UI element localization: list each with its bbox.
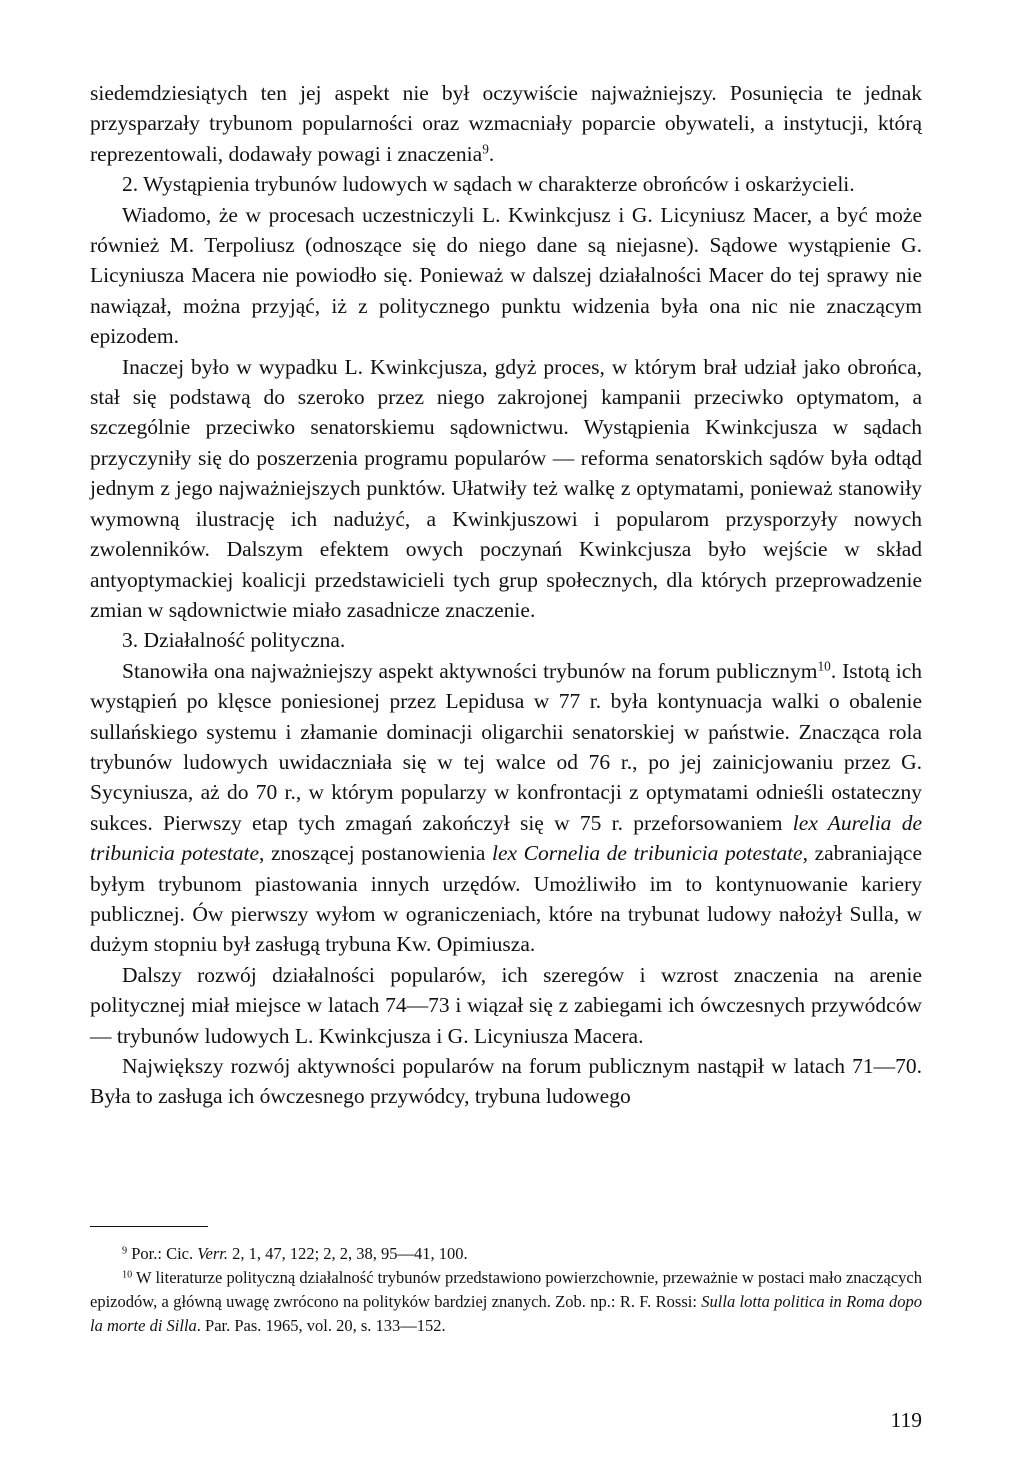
- footnote-source-title: Sulla lotta politica in Roma dopo la morte di Silla: [90, 1292, 922, 1335]
- footnote-text: W literaturze polityczną działalność trybunów przedstawiono powierzchownie, przeważnie w postaci mało znaczących epizodów, a główną uwagę zwrócono na polityków bardziej znanych. Zob. np.: R. F. Rossi:: [90, 1268, 922, 1311]
- paragraph: Wiadomo, że w procesach uczestniczyli L. Kwinkcjusz i G. Licyniusz Macer, a być może również M. Terpoliusz (odnoszące się do niego dane są niejasne). Sądowe wystąpienie G. Licyniusza Macera nie powiodło się. Ponieważ w dalszej działalności Macer do tej sprawy nie nawiązał, można przyjąć, iż z politycznego punktu widzenia była ona nic nie znaczącym epizodem.: [90, 202, 922, 349]
- footnote-ref: 9: [482, 141, 489, 157]
- footnote-text: Por.: Cic.: [127, 1244, 198, 1263]
- footnotes: [90, 1242, 922, 1338]
- paragraph-text: Stanowiła ona najważniejszy aspekt aktywności trybunów na forum publicznym: [122, 658, 818, 683]
- law-title: lex Aurelia de tribunicia potestate: [90, 810, 922, 866]
- paragraph-text-end: .: [488, 141, 495, 166]
- paragraph-text: , znoszącej postanowienia: [259, 841, 492, 866]
- section-heading: 3. Działalność polityczna.: [122, 628, 346, 653]
- paragraph-text: siedemdziesiątych ten jej aspekt nie był oczywiście najważniejszy. Posunięcia te jednak przysparzały trybunom popularności oraz wzmacniały poparcie obywateli, a instytucji, którą reprezentowali, dodawały powagi i znaczenia: [90, 81, 922, 166]
- footnote-marker: 10: [122, 1269, 133, 1281]
- paragraph: Inaczej było w wypadku L. Kwinkcjusza, gdyż proces, w którym brał udział jako obrońca, stał się podstawą do szeroko przez niego zakrojonej kampanii przeciwko optymatom, a szczególnie przeciwko senatorskiemu sądownictwu. Wystąpienia Kwinkcjusza w sądach przyczyniły się do poszerzenia programu popularów — reforma senatorskich sądów była odtąd jednym z jego najważniejszych punktów. Ułatwiły też walkę z optymatami, ponieważ stanowiły wymowną ilustrację ich nadużyć, a Kwinkjuszowi i popularom przysporzyły nowych zwolenników. Dalszym efektem owych poczynań Kwinkcjusza było wejście w skład antyoptymackiej koalicji przedstawicieli tych grup społecznych, dla których przeprowadzenie zmian w sądownictwie miało zasadnicze znaczenie.: [90, 354, 922, 622]
- footnote-text: . Par. Pas. 1965, vol. 20, s. 133—152.: [196, 1316, 446, 1335]
- footnote-divider: [90, 1226, 208, 1227]
- body-text: [90, 78, 922, 1112]
- footnote-source-title: Verr.: [197, 1244, 228, 1263]
- footnote-text: 2, 1, 47, 122; 2, 2, 38, 95—41, 100.: [227, 1244, 468, 1263]
- footnote-marker: 9: [122, 1245, 128, 1257]
- footnote: [90, 1266, 922, 1338]
- section-heading: 2. Wystąpienia trybunów ludowych w sądach w charakterze obrońców i oskarżycieli.: [122, 172, 855, 197]
- paragraph-text: . Istotą ich wystąpień po klęsce poniesionej przez Lepidusa w 77 r. była kontynuacja walki o obalenie sullańskiego systemu i złamanie dominacji oligarchii senatorskiej w państwie. Znacząca rola trybunów ludowych uwidaczniała się w tej walce od 76 r., po jej zainicjowaniu przez G. Sycyniusza, aż do 70 r., w którym popularzy w konfrontacji z optymatami odnieśli ostateczny sukces. Pierwszy etap tych zmagań zakończył się w 75 r. przeforsowaniem: [90, 658, 922, 835]
- page-number: 119: [890, 1408, 922, 1432]
- paragraph: [90, 78, 922, 169]
- paragraph: [90, 656, 922, 960]
- page-content: [90, 78, 922, 1112]
- law-title: lex Cornelia de tribunicia potestate: [491, 841, 803, 866]
- footnote: [90, 1242, 922, 1266]
- footnote-ref: 10: [817, 658, 831, 674]
- paragraph-text: , zabraniające byłym trybunom piastowania innych urzędów. Umożliwiło im to kontynuowanie kariery publicznej. Ów pierwszy wyłom w ograniczeniach, które na trybunat ludowy nałożył Sulla, w dużym stopniu był zasługą trybuna Kw. Opimiusza.: [90, 841, 922, 957]
- paragraph: Największy rozwój aktywności popularów na forum publicznym nastąpił w latach 71—70. Była to zasługa ich ówczesnego przywódcy, trybuna ludowego: [90, 1054, 922, 1109]
- paragraph: Dalszy rozwój działalności popularów, ich szeregów i wzrost znaczenia na arenie politycznej miał miejsce w latach 74—73 i wiązał się z zabiegami ich ówczesnych przywódców — trybunów ludowych L. Kwinkcjusza i G. Licyniusza Macera.: [90, 962, 922, 1048]
